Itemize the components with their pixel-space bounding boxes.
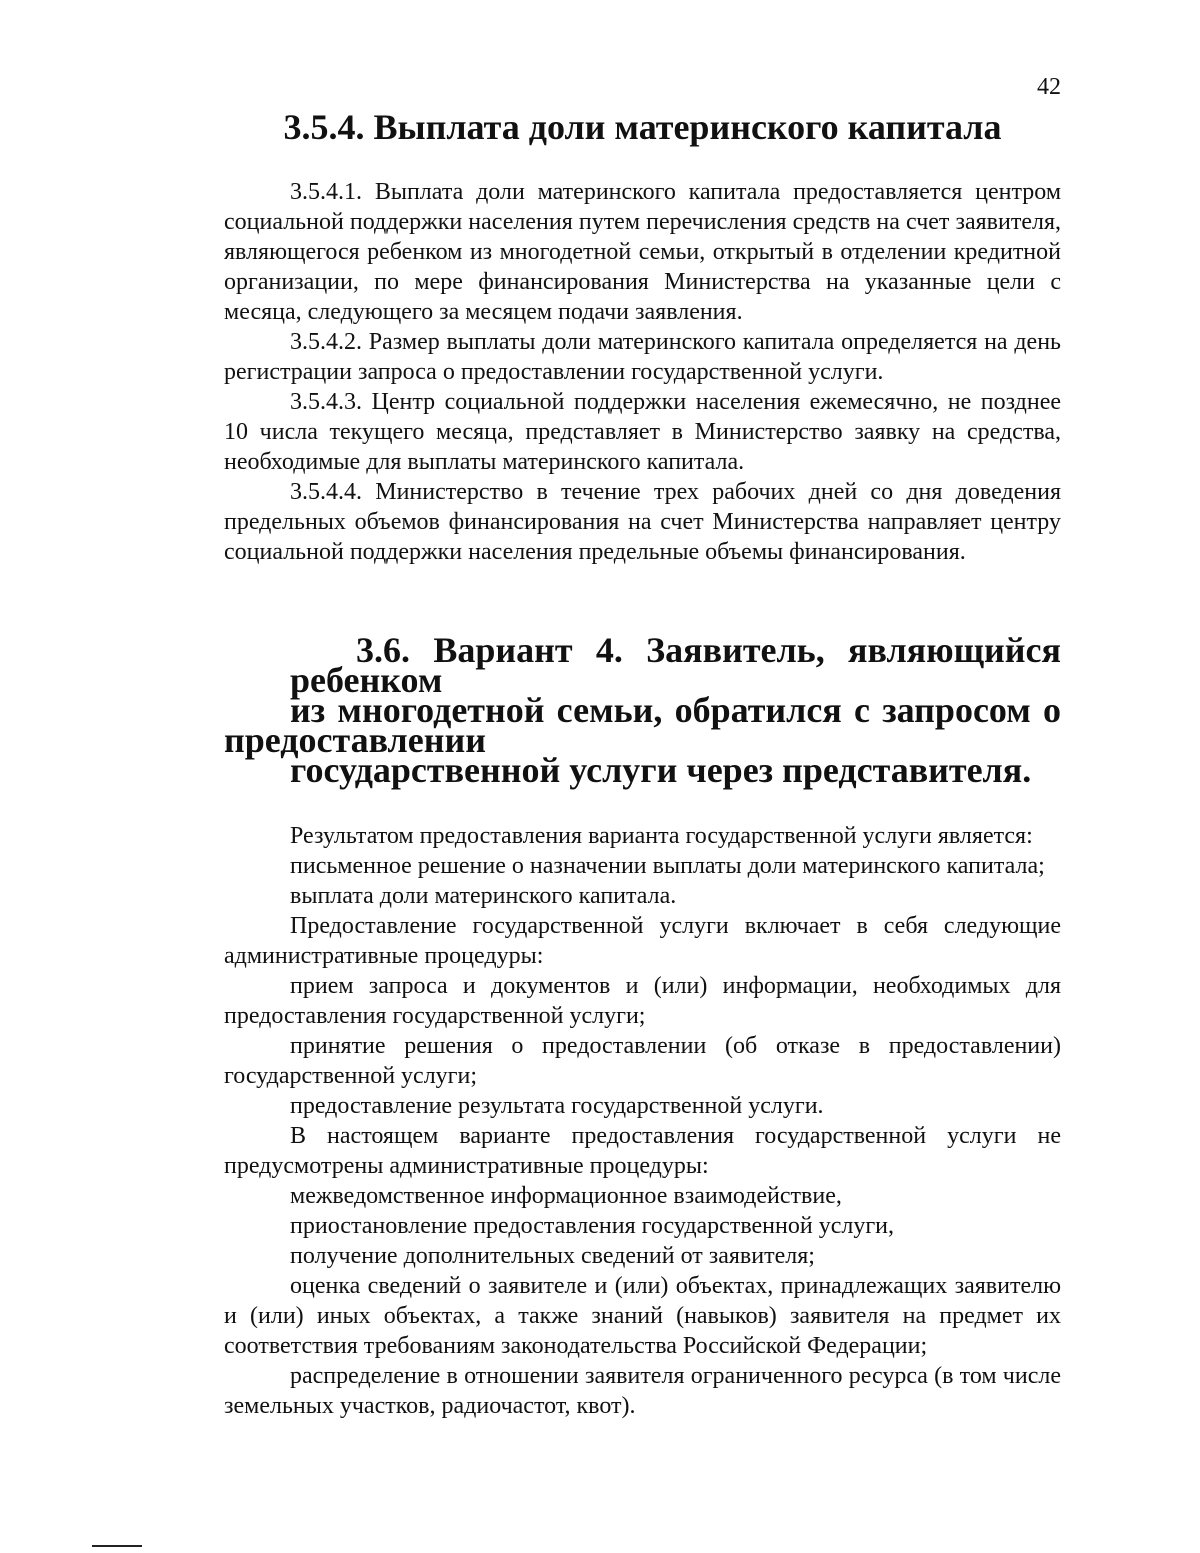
paragraph: предоставление результата государственной услуги. <box>290 1093 824 1119</box>
paragraph: Предоставление государственной услуги включает в себя следующие административные процедуры: <box>224 913 1061 969</box>
paragraph: В настоящем варианте предоставления государственной услуги не предусмотрены административные процедуры: <box>224 1123 1061 1179</box>
section-3-6-title-line: 3.6. Вариант 4. Заявитель, являющийся ребенком <box>290 630 1061 700</box>
footer-divider <box>92 1545 142 1547</box>
paragraph-3-5-4-2: 3.5.4.2. Размер выплаты доли материнского капитала определяется на день регистрации запроса о предоставлении государственной услуги. <box>224 329 1061 385</box>
paragraph: приостановление предоставления государственной услуги, <box>290 1213 895 1239</box>
paragraph: прием запроса и документов и (или) информации, необходимых для предоставления государственной услуги; <box>224 973 1061 1029</box>
document-body <box>224 107 1061 1421</box>
paragraph: распределение в отношении заявителя ограниченного ресурса (в том числе земельных участков, радиочастот, квот). <box>224 1363 1061 1419</box>
page-number: 42 <box>1037 74 1061 100</box>
section-3-6-title-line: из многодетной семьи, обратился с запросом о предоставлении <box>224 690 1061 760</box>
paragraph: Результатом предоставления варианта государственной услуги является: <box>290 823 1033 849</box>
section-3-6-title-line: государственной услуги через представителя. <box>290 750 1032 790</box>
paragraph: получение дополнительных сведений от заявителя; <box>290 1243 815 1269</box>
paragraph: межведомственное информационное взаимодействие, <box>290 1183 842 1209</box>
section-3-5-4-title: 3.5.4. Выплата доли материнского капитала <box>283 107 1002 147</box>
paragraph-3-5-4-1: 3.5.4.1. Выплата доли материнского капитала предоставляется центром социальной поддержки населения путем перечисления средств на счет заявителя, являющегося ребенком из многодетной семьи, открытый в отделении кредитной организации, по мере финансирования Министерства на указанные цели с месяца, следующего за месяцем подачи заявления. <box>224 179 1061 325</box>
section-3-6-title <box>224 630 1061 790</box>
paragraph-3-5-4-3: 3.5.4.3. Центр социальной поддержки населения ежемесячно, не позднее 10 числа текущего месяца, представляет в Министерство заявку на средства, необходимые для выплаты материнского капитала. <box>224 389 1061 475</box>
paragraph-3-5-4-4: 3.5.4.4. Министерство в течение трех рабочих дней со дня доведения предельных объемов финансирования на счет Министерства направляет центру социальной поддержки населения предельные объемы финансирования. <box>224 479 1061 565</box>
paragraph: выплата доли материнского капитала. <box>290 883 677 909</box>
paragraph: принятие решения о предоставлении (об отказе в предоставлении) государственной услуги; <box>224 1033 1061 1089</box>
paragraph: письменное решение о назначении выплаты доли материнского капитала; <box>290 853 1045 879</box>
paragraph: оценка сведений о заявителе и (или) объектах, принадлежащих заявителю и (или) иных объектах, а также знаний (навыков) заявителя на предмет их соответствия требованиям законодательства Российской Федерации; <box>224 1273 1061 1359</box>
